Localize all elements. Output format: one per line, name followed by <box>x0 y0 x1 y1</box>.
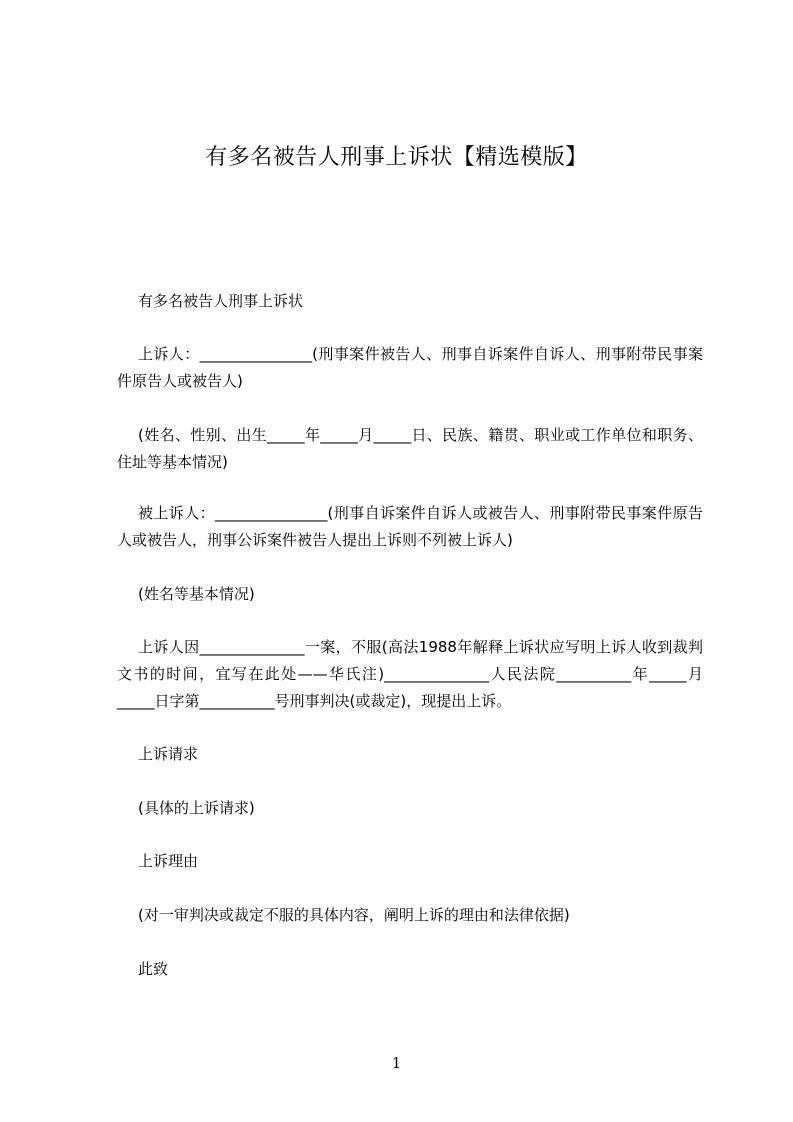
paragraph-heading: 有多名被告人刑事上诉状 <box>138 292 304 310</box>
paragraph-appellee-info: (姓名等基本情况) <box>138 585 255 603</box>
page-number: 1 <box>391 1054 402 1072</box>
heading-appeal-requests: 上诉请求 <box>138 745 199 763</box>
paragraph-appeal-statement: 上诉人因______________一案，不服(高法1988年解释上诉状应写明上诉人收到裁判文书的时间，宜写在此处——华氏注)______________人民法院__________年_____月_____日字第__________号刑事判决(或裁定)，现提出上诉。 <box>117 638 703 710</box>
paragraph-appellant-info: (姓名、性别、出生_____年_____月_____日、民族、籍贯、职业或工作单位和职务、住址等基本情况) <box>117 426 703 471</box>
paragraph-appeal-requests: (具体的上诉请求) <box>138 799 255 817</box>
paragraph-appellee: 被上诉人：_______________(刑事自诉案件自诉人或被告人、刑事附带民事案件原告人或被告人，刑事公诉案件被告人提出上诉则不列被上诉人) <box>117 504 703 549</box>
paragraph-appellant: 上诉人：_______________(刑事案件被告人、刑事自诉案件自诉人、刑事附带民事案件原告人或被告人) <box>117 345 703 390</box>
heading-appeal-reasons: 上诉理由 <box>138 852 199 870</box>
paragraph-appeal-reasons: (对一审判决或裁定不服的具体内容，阐明上诉的理由和法律依据) <box>138 906 570 924</box>
paragraph-closing: 此致 <box>138 960 169 978</box>
document-title: 有多名被告人刑事上诉状【精选模版】 <box>205 145 588 170</box>
